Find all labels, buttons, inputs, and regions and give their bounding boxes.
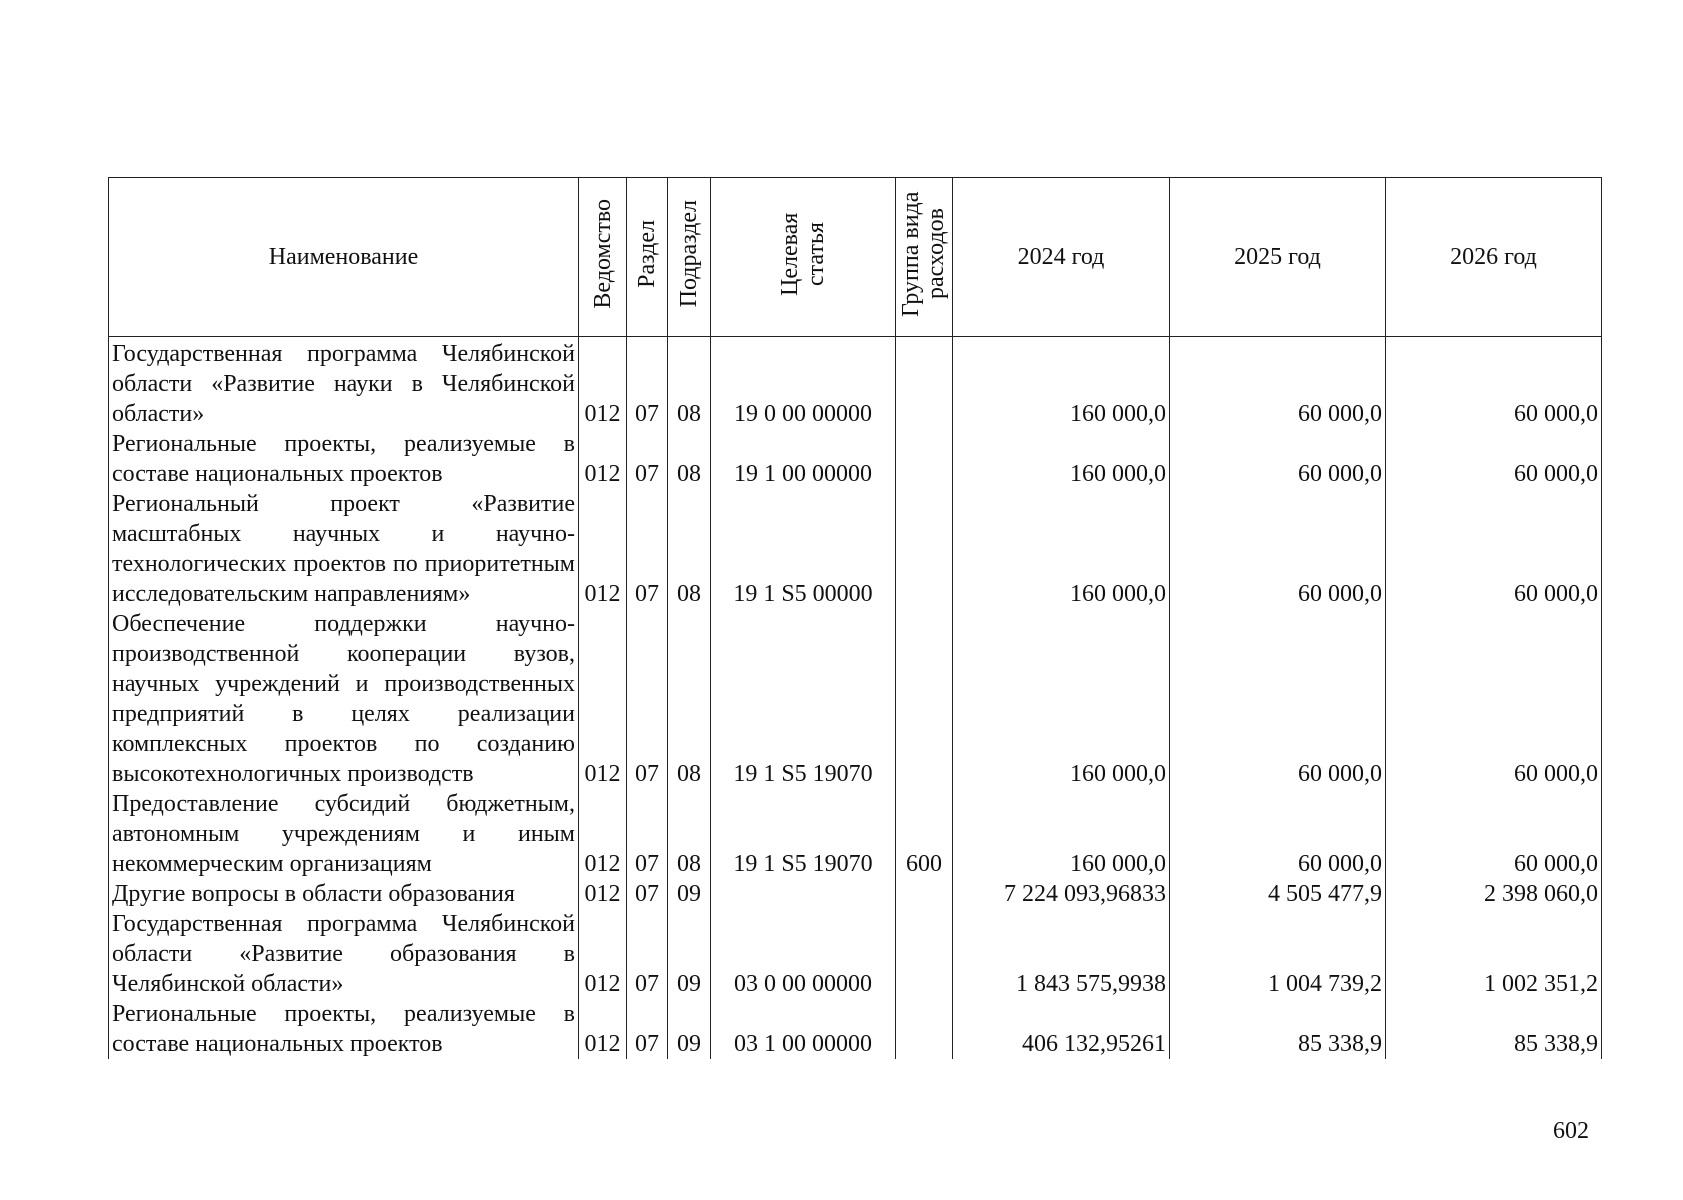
page-number: 602 bbox=[1553, 1118, 1589, 1144]
header-2025: 2025 год bbox=[1170, 178, 1386, 337]
cell-cs: 19 1 00 00000 bbox=[711, 429, 896, 489]
cell-razdel: 07 bbox=[627, 609, 668, 789]
cell-ved: 012 bbox=[579, 337, 627, 430]
cell-razdel: 07 bbox=[627, 999, 668, 1059]
cell-cs: 03 1 00 00000 bbox=[711, 999, 896, 1059]
cell-gvr bbox=[896, 609, 953, 789]
cell-gvr bbox=[896, 489, 953, 609]
cell-2025: 60 000,0 bbox=[1170, 489, 1386, 609]
cell-podrazdel: 09 bbox=[668, 879, 711, 909]
cell-2024: 1 843 575,9938 bbox=[953, 909, 1170, 999]
cell-cs: 19 1 S5 00000 bbox=[711, 489, 896, 609]
cell-podrazdel: 08 bbox=[668, 789, 711, 879]
table-row bbox=[109, 909, 1602, 999]
cell-cs: 19 1 S5 19070 bbox=[711, 609, 896, 789]
cell-2025: 1 004 739,2 bbox=[1170, 909, 1386, 999]
table-row bbox=[109, 609, 1602, 789]
header-2026: 2026 год bbox=[1386, 178, 1602, 337]
cell-gvr: 600 bbox=[896, 789, 953, 879]
cell-2024: 7 224 093,96833 bbox=[953, 879, 1170, 909]
table-row bbox=[109, 429, 1602, 489]
cell-2025: 60 000,0 bbox=[1170, 429, 1386, 489]
cell-razdel: 07 bbox=[627, 879, 668, 909]
cell-podrazdel: 08 bbox=[668, 609, 711, 789]
cell-2025: 60 000,0 bbox=[1170, 789, 1386, 879]
cell-2026: 2 398 060,0 bbox=[1386, 879, 1602, 909]
cell-name: Региональные проекты, реализуемые в составе национальных проектов bbox=[109, 429, 579, 489]
cell-2024: 160 000,0 bbox=[953, 489, 1170, 609]
table-row bbox=[109, 879, 1602, 909]
cell-name: Региональные проекты, реализуемые в составе национальных проектов bbox=[109, 999, 579, 1059]
header-name: Наименование bbox=[109, 178, 579, 337]
cell-razdel: 07 bbox=[627, 489, 668, 609]
cell-cs bbox=[711, 879, 896, 909]
cell-gvr bbox=[896, 337, 953, 430]
cell-name: Обеспечение поддержки научно-производственной кооперации вузов, научных учреждений и производственных предприятий в целях реализации комплексных проектов по созданию высокотехнологичных производств bbox=[109, 609, 579, 789]
cell-cs: 19 0 00 00000 bbox=[711, 337, 896, 430]
table-row bbox=[109, 789, 1602, 879]
cell-razdel: 07 bbox=[627, 429, 668, 489]
header-2024: 2024 год bbox=[953, 178, 1170, 337]
header-gruppa-vida-rashodov: Группа вида расходов bbox=[896, 178, 953, 337]
cell-2024: 160 000,0 bbox=[953, 789, 1170, 879]
table-row bbox=[109, 337, 1602, 430]
table-row bbox=[109, 999, 1602, 1059]
cell-2026: 60 000,0 bbox=[1386, 429, 1602, 489]
cell-2026: 60 000,0 bbox=[1386, 609, 1602, 789]
cell-ved: 012 bbox=[579, 609, 627, 789]
budget-table bbox=[108, 177, 1602, 1059]
cell-name: Предоставление субсидий бюджетным, автономным учреждениям и иным некоммерческим организациям bbox=[109, 789, 579, 879]
cell-razdel: 07 bbox=[627, 337, 668, 430]
cell-name: Государственная программа Челябинской области «Развитие науки в Челябинской области» bbox=[109, 337, 579, 430]
cell-razdel: 07 bbox=[627, 789, 668, 879]
cell-2025: 85 338,9 bbox=[1170, 999, 1386, 1059]
cell-2025: 60 000,0 bbox=[1170, 337, 1386, 430]
cell-podrazdel: 08 bbox=[668, 489, 711, 609]
cell-gvr bbox=[896, 879, 953, 909]
cell-ved: 012 bbox=[579, 489, 627, 609]
cell-gvr bbox=[896, 909, 953, 999]
header-row bbox=[109, 178, 1602, 337]
cell-ved: 012 bbox=[579, 789, 627, 879]
cell-gvr bbox=[896, 999, 953, 1059]
cell-podrazdel: 09 bbox=[668, 999, 711, 1059]
cell-2025: 4 505 477,9 bbox=[1170, 879, 1386, 909]
cell-podrazdel: 08 bbox=[668, 429, 711, 489]
cell-cs: 19 1 S5 19070 bbox=[711, 789, 896, 879]
cell-2026: 85 338,9 bbox=[1386, 999, 1602, 1059]
cell-gvr bbox=[896, 429, 953, 489]
cell-2024: 160 000,0 bbox=[953, 609, 1170, 789]
table-row bbox=[109, 489, 1602, 609]
cell-ved: 012 bbox=[579, 909, 627, 999]
cell-2026: 60 000,0 bbox=[1386, 489, 1602, 609]
cell-ved: 012 bbox=[579, 999, 627, 1059]
header-podrazdel: Подраздел bbox=[668, 178, 711, 337]
header-vedomstvo: Ведомство bbox=[579, 178, 627, 337]
cell-2026: 60 000,0 bbox=[1386, 789, 1602, 879]
header-razdel: Раздел bbox=[627, 178, 668, 337]
cell-2024: 406 132,95261 bbox=[953, 999, 1170, 1059]
cell-ved: 012 bbox=[579, 429, 627, 489]
cell-2026: 1 002 351,2 bbox=[1386, 909, 1602, 999]
cell-podrazdel: 09 bbox=[668, 909, 711, 999]
cell-name: Другие вопросы в области образования bbox=[109, 879, 579, 909]
cell-podrazdel: 08 bbox=[668, 337, 711, 430]
cell-2025: 60 000,0 bbox=[1170, 609, 1386, 789]
cell-ved: 012 bbox=[579, 879, 627, 909]
cell-name: Региональный проект «Развитие масштабных научных и научно-технологических проектов по приоритетным исследовательским направлениям» bbox=[109, 489, 579, 609]
cell-2024: 160 000,0 bbox=[953, 337, 1170, 430]
cell-cs: 03 0 00 00000 bbox=[711, 909, 896, 999]
cell-razdel: 07 bbox=[627, 909, 668, 999]
cell-name: Государственная программа Челябинской области «Развитие образования в Челябинской области» bbox=[109, 909, 579, 999]
cell-2024: 160 000,0 bbox=[953, 429, 1170, 489]
cell-2026: 60 000,0 bbox=[1386, 337, 1602, 430]
header-celevaya-statya: Целевая статья bbox=[711, 178, 896, 337]
